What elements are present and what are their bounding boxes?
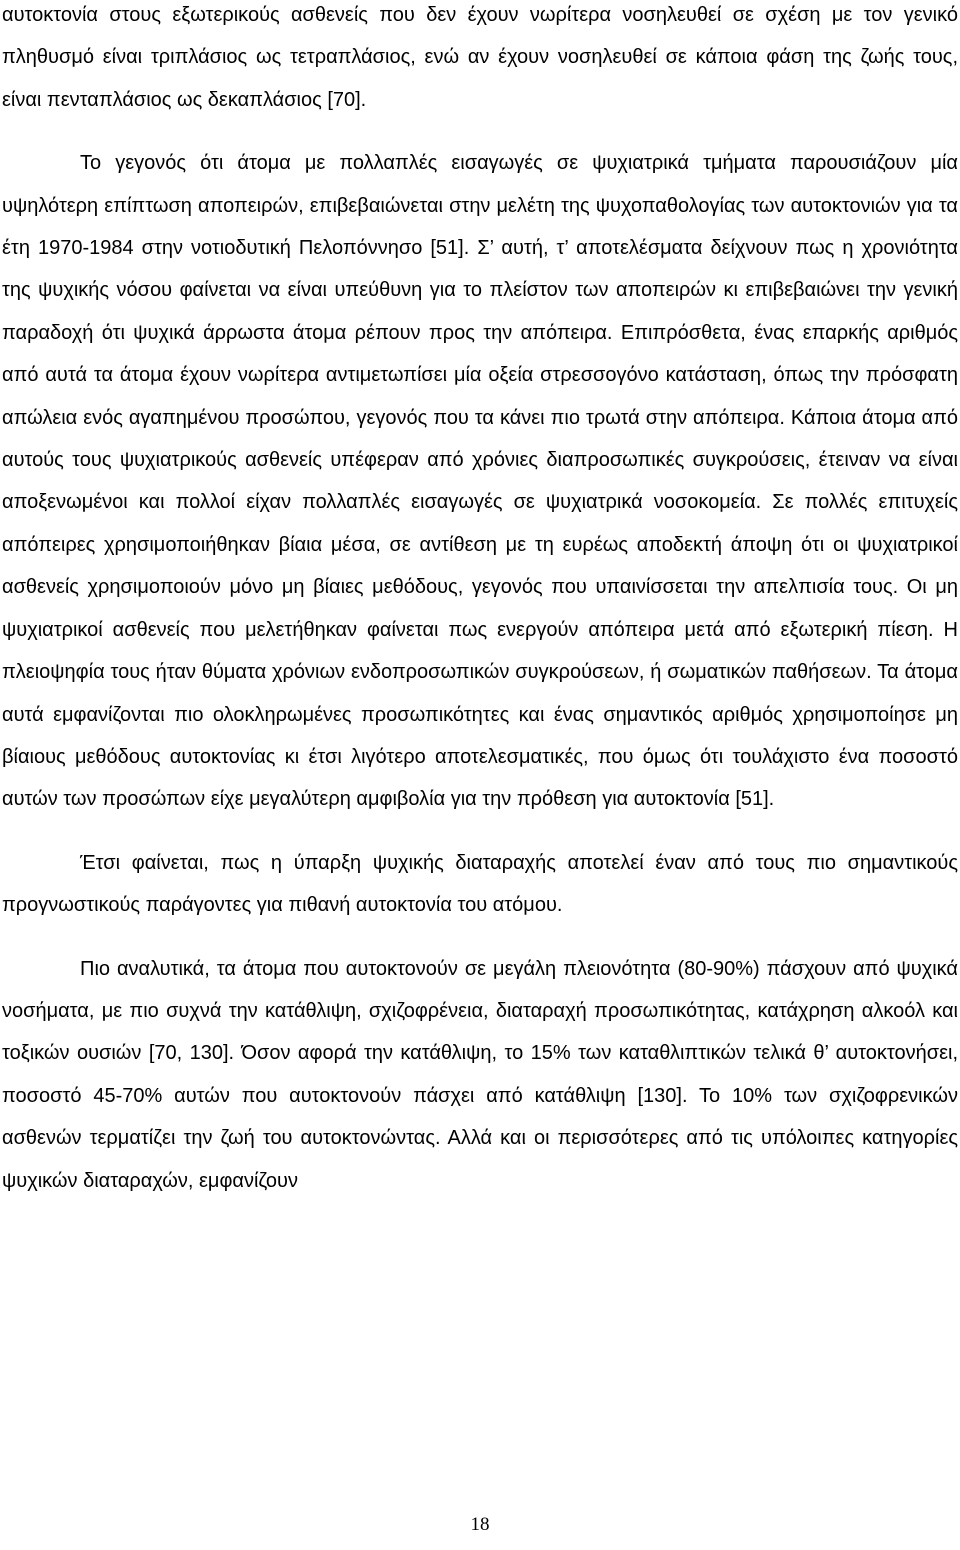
paragraph-continued: αυτοκτονία στους εξωτερικούς ασθενείς που δεν έχουν νωρίτερα νοσηλευθεί σε σχέση με τον γενικό πληθυσμό είναι τριπλάσιος ως τετραπλάσιος, ενώ αν έχουν νοσηλευθεί σε κάποια φάση της ζωής τους, είναι πενταπλάσιος ως δεκαπλάσιος [70].: [2, 4, 958, 111]
paragraph-mental-disorder-predictor: Έτσι φαίνεται, πως η ύπαρξη ψυχικής διαταραχής αποτελεί έναν από τους πιο σημαντικούς προγνωστικούς παράγοντες για πιθανή αυτοκτονία του ατόμου.: [2, 851, 958, 917]
body-text: [2, 0, 958, 1202]
paragraph-detailed-statistics: Πιο αναλυτικά, τα άτομα που αυτοκτονούν σε μεγάλη πλειονότητα (80-90%) πάσχουν από ψυχικά νοσήματα, με πιο συχνά την κατάθλιψη, σχιζοφρένεια, διαταραχή προσωπικότητας, κατάχρηση αλκοόλ και τοξικών ουσιών [70, 130]. Όσον αφορά την κατάθλιψη, το 15% των καταθλιπτικών τελικά θ’ αυτοκτονήσει, ποσοστό 45-70% αυτών που αυτοκτονούν πάσχει από κατάθλιψη [130]. Το 10% των σχιζοφρενικών ασθενών τερματίζει την ζωή του αυτοκτονώντας. Αλλά και οι περισσότερες από τις υπόλοιπες κατηγορίες ψυχικών διαταραχών, εμφανίζουν: [2, 957, 958, 1192]
paragraph-psychiatric-admissions: Το γεγονός ότι άτομα με πολλαπλές εισαγωγές σε ψυχιατρικά τμήματα παρουσιάζουν μία υψηλότερη επίπτωση αποπειρών, επιβεβαιώνεται στην μελέτη της ψυχοπαθολογίας των αυτοκτονιών για τα έτη 1970-1984 στην νοτιοδυτική Πελοπόννησο [51]. Σ’ αυτή, τ’ αποτελέσματα δείχνουν πως η χρονιότητα της ψυχικής νόσου φαίνεται να είναι υπεύθυνη για το πλείστον των αποπειρών κι επιβεβαιώνει την γενική παραδοχή ότι ψυχικά άρρωστα άτομα ρέπουν προς την απόπειρα. Επιπρόσθετα, ένας επαρκής αριθμός από αυτά τα άτομα έχουν νωρίτερα αντιμετωπίσει μία οξεία στρεσσογόνο κατάσταση, όπως την πρόσφατη απώλεια ενός αγαπημένου προσώπου, γεγονός που τα κάνει πιο τρωτά στην απόπειρα. Κάποια άτομα από αυτούς τους ψυχιατρικούς ασθενείς υπέφεραν από χρόνιες διαπροσωπικές συγκρούσεις, έτειναν να είναι αποξενωμένοι και πολλοί είχαν πολλαπλές εισαγωγές σε ψυχιατρικά νοσοκομεία. Σε πολλές επιτυχείς απόπειρες χρησιμοποιήθηκαν βίαια μέσα, σε αντίθεση με τη ευρέως αποδεκτή άποψη ότι οι ψυχιατρικοί ασθενείς χρησιμοποιούν μόνο μη βίαιες μεθόδους, γεγονός που υπαινίσσεται την απελπισία τους. Οι μη ψυχιατρικοί ασθενείς που μελετήθηκαν φαίνεται πως ενεργούν απόπειρα μετά από εξωτερική πίεση. Η πλειοψηφία τους ήταν θύματα χρόνιων ενδοπροσωπικών συγκρούσεων, ή σωματικών παθήσεων. Τα άτομα αυτά εμφανίζονται πιο ολοκληρωμένες προσωπικότητες και ένας σημαντικός αριθμός χρησιμοποίησε μη βίαιους μεθόδους αυτοκτονίας κι έτσι λιγότερο αποτελεσματικές, που όμως ότι τουλάχιστο ένα ποσοστό αυτών των προσώπων είχε μεγαλύτερη αμφιβολία για την πρόθεση για αυτοκτονία [51].: [2, 152, 958, 811]
page-number: 18: [470, 1514, 490, 1535]
